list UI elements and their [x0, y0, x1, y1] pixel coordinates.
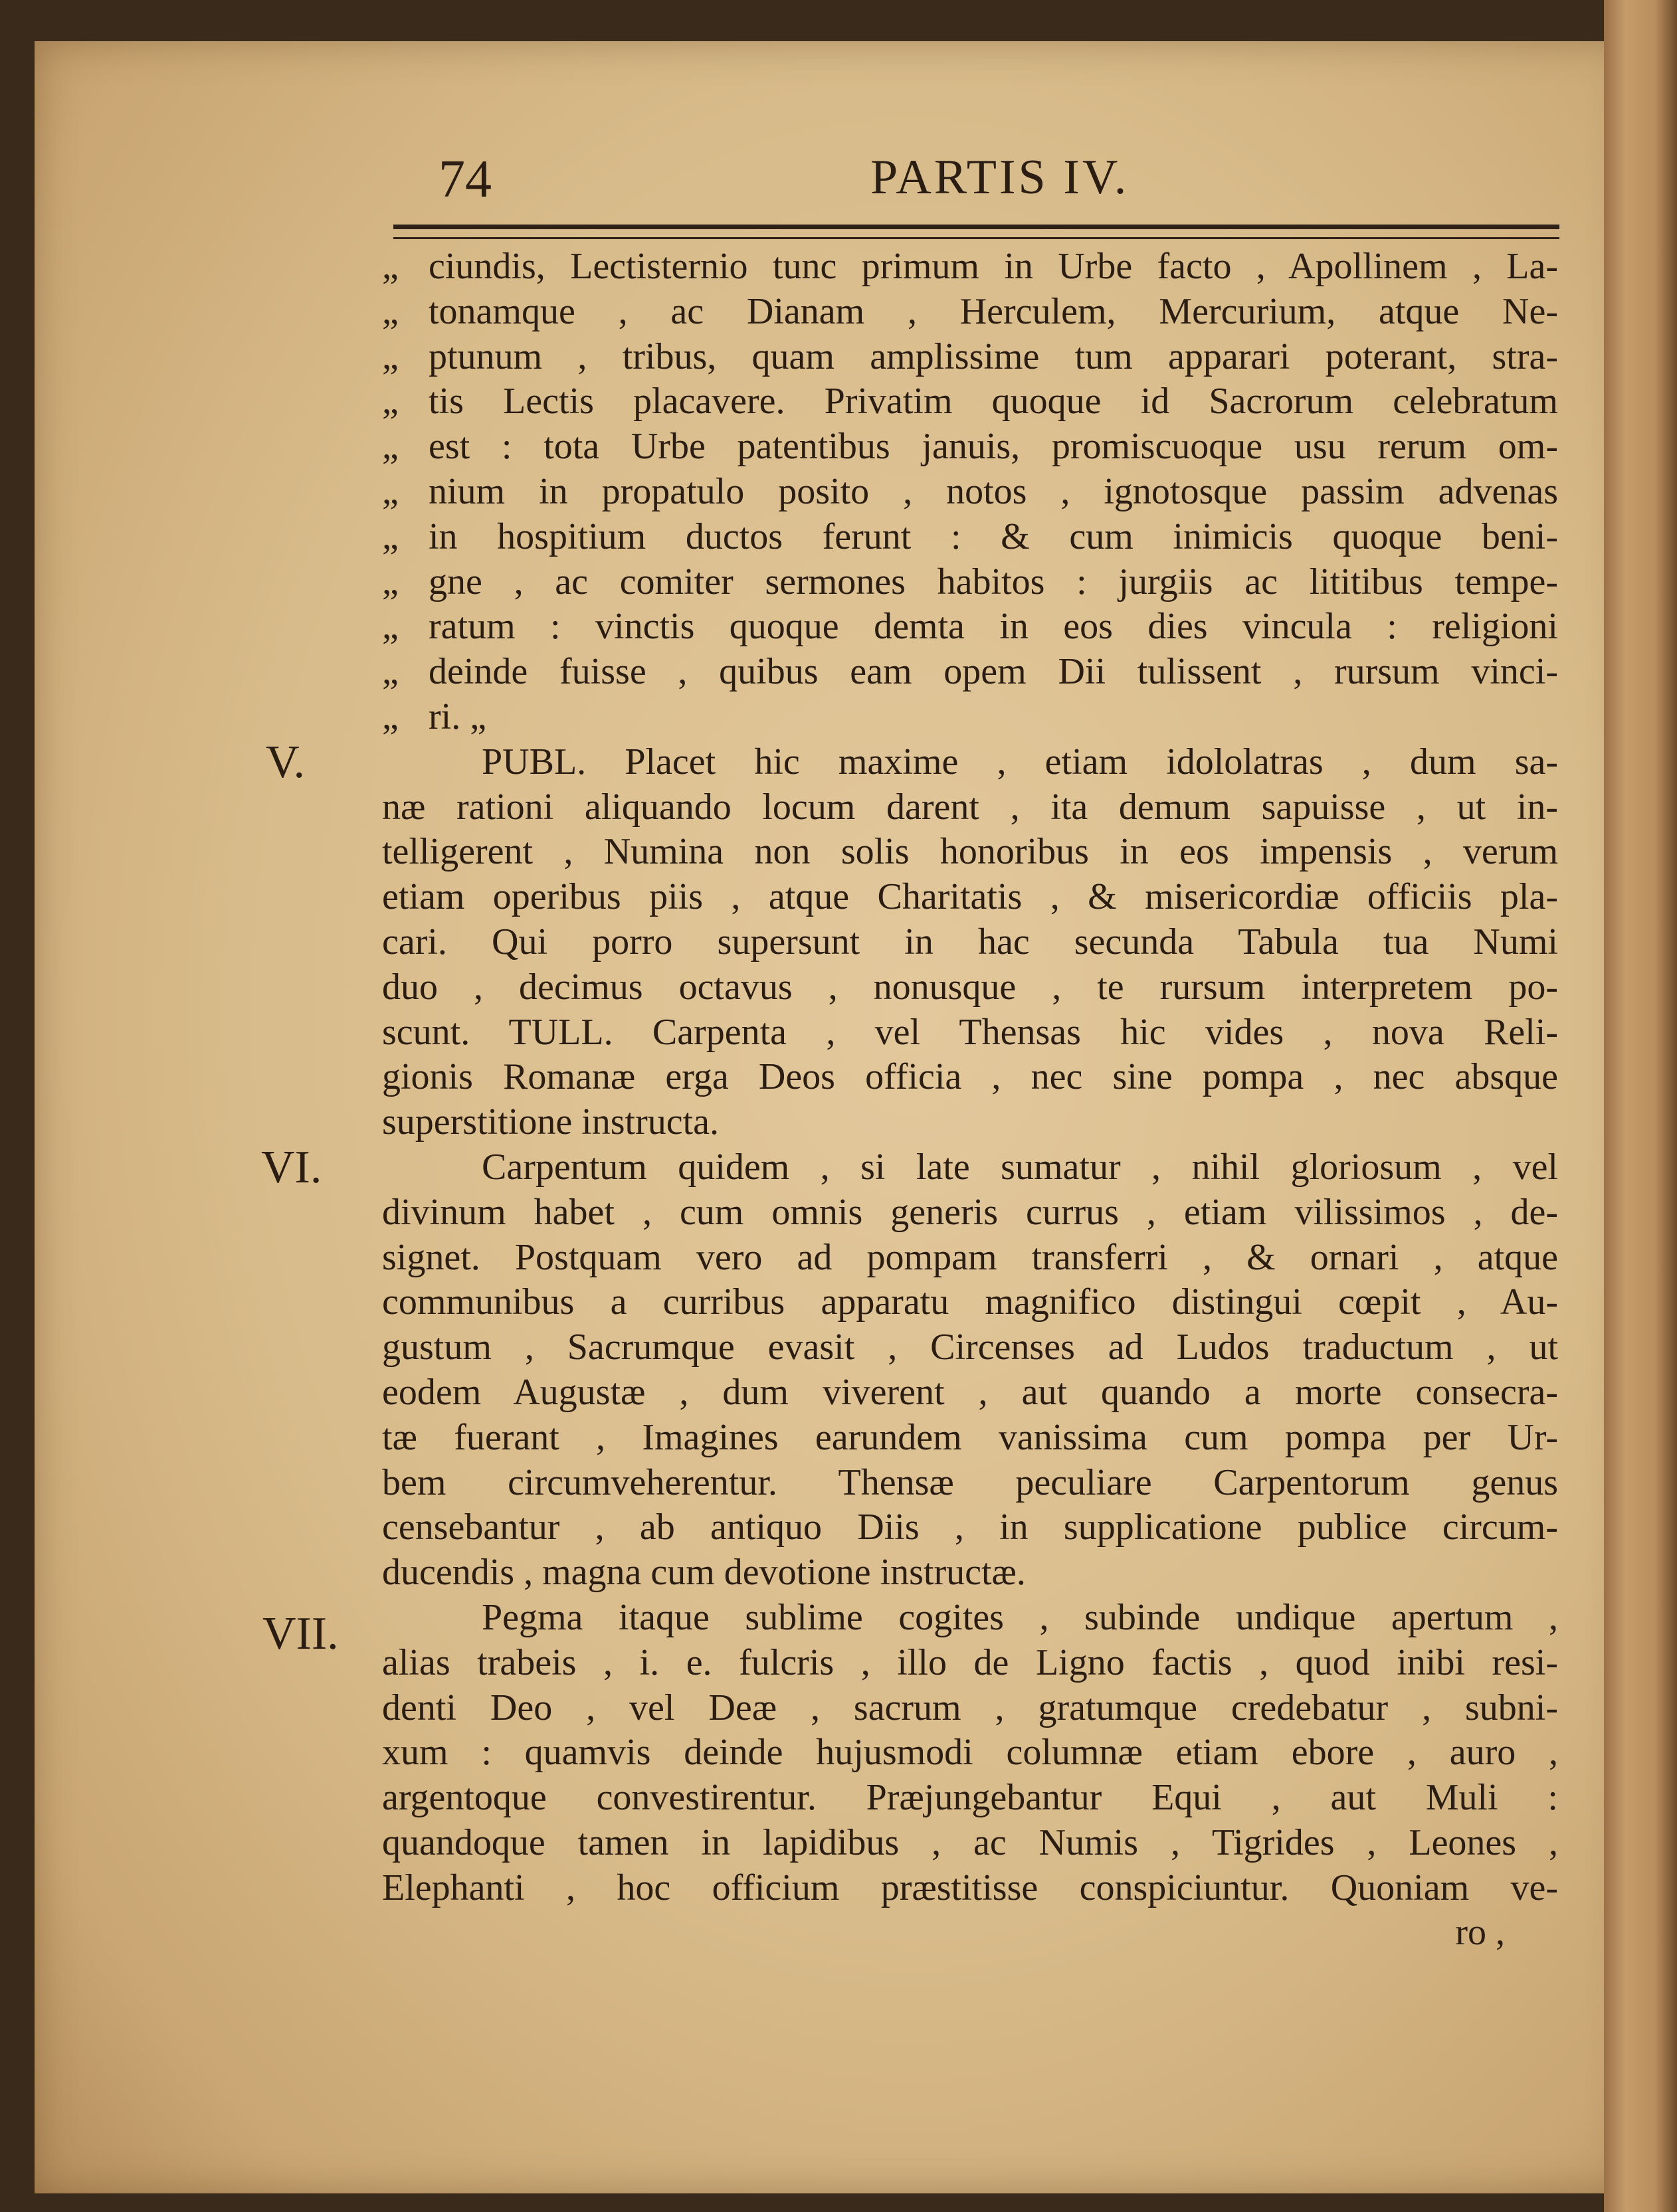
- text-line: [382, 379, 1558, 424]
- line-text: divinum habet , cum omnis generis currus , etiam vilissimos , de-: [382, 1191, 1558, 1233]
- quote-mark: „: [382, 651, 399, 693]
- quote-mark: „: [382, 470, 399, 512]
- quote-mark: „: [382, 381, 399, 422]
- text-line: [382, 1280, 1558, 1325]
- text-line: [382, 290, 1558, 335]
- text-line: [382, 1641, 1558, 1686]
- line-text: tonamque , ac Dianam , Herculem, Mercurium, atque Ne-: [429, 290, 1558, 332]
- line-text: superstitione instructa.: [382, 1101, 720, 1143]
- page-number: 74: [439, 150, 492, 209]
- text-line: [382, 1055, 1558, 1100]
- quote-mark: „: [382, 515, 399, 557]
- catchword: ro ,: [1455, 1912, 1505, 1954]
- line-text: næ rationi aliquando locum darent , ita demum sapuisse , ut in-: [382, 786, 1558, 828]
- text-line: [382, 335, 1558, 380]
- text-line: [382, 1550, 1558, 1596]
- text-line: [382, 560, 1558, 605]
- quote-mark: „: [382, 335, 399, 377]
- text-line: [382, 1596, 1558, 1641]
- text-line: [382, 1325, 1558, 1370]
- text-line: [382, 965, 1558, 1010]
- margin-note-v: V.: [266, 737, 306, 788]
- line-text: est : tota Urbe patentibus januis, promiscuoque usu rerum om-: [429, 426, 1558, 468]
- quote-mark: „: [382, 246, 399, 287]
- line-text: censebantur , ab antiquo Diis , in supplicatione publice circum-: [382, 1507, 1558, 1548]
- quote-mark: „: [382, 290, 399, 332]
- line-text: bem circumveherentur. Thensæ peculiare Carpentorum genus: [382, 1461, 1558, 1503]
- line-text: gne , ac comiter sermones habitos : jurgiis ac lititibus tempe-: [429, 561, 1558, 602]
- line-text: ducendis , magna cum devotione instructæ.: [382, 1552, 1026, 1594]
- line-text: tis Lectis placavere. Privatim quoque id Sacrorum celebratum: [429, 381, 1558, 422]
- line-text: ratum : vinctis quoque demta in eos dies vincula : religioni: [429, 606, 1558, 648]
- line-text: Elephanti , hoc officium præstitisse conspiciuntur. Quoniam ve-: [382, 1867, 1558, 1908]
- page-header: [0, 149, 1677, 209]
- margin-note-vii: VII.: [262, 1608, 339, 1659]
- line-text: argentoque convestirentur. Præjungebantur Equi , aut Muli :: [382, 1777, 1558, 1819]
- text-line: [382, 1100, 1558, 1145]
- quote-mark: „: [382, 695, 399, 737]
- text-line: [382, 695, 1558, 740]
- line-text: ciundis, Lectisternio tunc primum in Urbe facto , Apollinem , La-: [429, 246, 1558, 287]
- text-line: [382, 1236, 1558, 1281]
- line-text: denti Deo , vel Deæ , sacrum , gratumque credebatur , subni-: [382, 1687, 1558, 1728]
- page-edge: [1604, 0, 1677, 2212]
- line-text: nium in propatulo posito , notos , ignotosque passim advenas: [429, 470, 1558, 512]
- line-text: cari. Qui porro supersunt in hac secunda Tabula tua Numi: [382, 921, 1558, 963]
- body-text: [382, 244, 1558, 1956]
- quote-mark: „: [382, 606, 399, 648]
- quote-mark: „: [382, 426, 399, 468]
- quote-mark: „: [382, 561, 399, 602]
- line-text: deinde fuisse , quibus eam opem Dii tulissent , rursum vinci-: [429, 651, 1558, 693]
- line-text: duo , decimus octavus , nonusque , te rursum interpretem po-: [382, 966, 1558, 1008]
- text-line: [382, 1370, 1558, 1416]
- line-text: tæ fuerant , Imagines earundem vanissima cum pompa per Ur-: [382, 1416, 1558, 1458]
- text-line: [382, 1145, 1558, 1190]
- text-line: [382, 1776, 1558, 1821]
- line-text: alias trabeis , i. e. fulcris , illo de Ligno factis , quod inibi resi-: [382, 1641, 1558, 1683]
- line-text: signet. Postquam vero ad pompam transferri , & ornari , atque: [382, 1236, 1558, 1278]
- line-text: PUBL. Placet hic maxime , etiam idololatras , dum sa-: [482, 741, 1558, 783]
- line-text: gionis Romanæ erga Deos officia , nec sine pompa , nec absque: [382, 1056, 1558, 1098]
- running-head: PARTIS IV.: [870, 150, 1130, 205]
- text-line: [382, 650, 1558, 695]
- line-text: Carpentum quidem , si late sumatur , nihil gloriosum , vel: [482, 1146, 1558, 1188]
- text-line: [382, 1821, 1558, 1866]
- line-text: scunt. TULL. Carpenta , vel Thensas hic vides , nova Reli-: [382, 1011, 1558, 1053]
- text-line: [382, 1190, 1558, 1236]
- line-text: etiam operibus piis , atque Charitatis , & misericordiæ officiis pla-: [382, 876, 1558, 918]
- line-text: ri. „: [429, 695, 487, 737]
- line-text: ptunum , tribus, quam amplissime tum apparari poterant, stra-: [429, 335, 1558, 377]
- line-text: in hospitium ductos ferunt : & cum inimicis quoque beni-: [429, 515, 1558, 557]
- text-line: [382, 1010, 1558, 1056]
- line-text: xum : quamvis deinde hujusmodi columnæ etiam ebore , auro ,: [382, 1732, 1558, 1774]
- line-text: telligerent , Numina non solis honoribus in eos impensis , verum: [382, 831, 1558, 873]
- line-text: eodem Augustæ , dum viverent , aut quando a morte consecra-: [382, 1371, 1558, 1413]
- line-text: gustum , Sacrumque evasit , Circenses ad Ludos traductum , ut: [382, 1327, 1558, 1368]
- text-line: [382, 244, 1558, 290]
- text-line: [382, 785, 1558, 830]
- text-line: [382, 604, 1558, 650]
- line-text: Pegma itaque sublime cogites , subinde undique apertum ,: [482, 1596, 1558, 1638]
- text-line: [382, 1866, 1558, 1911]
- text-line: [382, 1730, 1558, 1776]
- text-line: [382, 740, 1558, 785]
- text-line: [382, 515, 1558, 560]
- text-line: [382, 424, 1558, 470]
- text-line: [382, 875, 1558, 920]
- text-line: [382, 470, 1558, 515]
- margin-note-vi: VI.: [261, 1142, 322, 1193]
- text-line: [382, 830, 1558, 875]
- text-line: [382, 1416, 1558, 1461]
- text-line: [382, 1461, 1558, 1506]
- header-rule: [393, 225, 1559, 239]
- line-text: quandoque tamen in lapidibus , ac Numis , Tigrides , Leones ,: [382, 1821, 1558, 1863]
- line-text: communibus a curribus apparatu magnifico distingui cœpit , Au-: [382, 1281, 1558, 1323]
- text-line: [382, 1505, 1558, 1550]
- text-line: [382, 920, 1558, 965]
- text-line: [382, 1686, 1558, 1731]
